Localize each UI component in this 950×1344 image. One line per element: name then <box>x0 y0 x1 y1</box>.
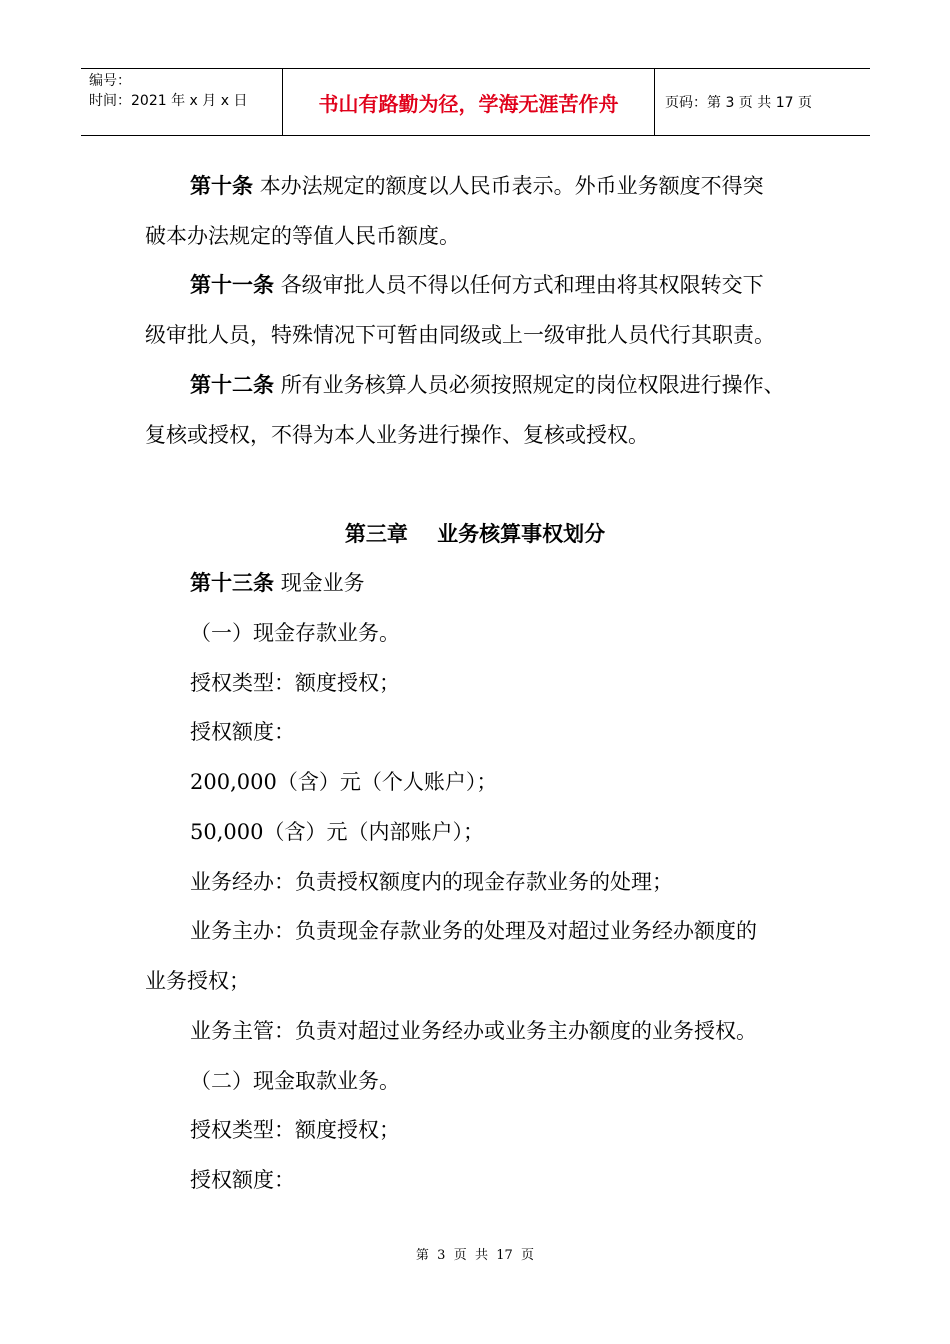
header-page-number: 页码：第 3 页 共 17 页 <box>665 95 812 111</box>
deposit-supervisor-duty-1: 业务主办：负责现金存款业务的处理及对超过业务经办额度的 <box>190 919 757 943</box>
document-date-label: 时间：2021 年 x 月 x 日 <box>89 93 248 109</box>
section-cash-deposit-heading: （一）现金存款业务。 <box>190 621 400 645</box>
article-11-line-1 <box>190 271 764 299</box>
article-11-line-2: 级审批人员，特殊情况下可暂由同级或上一级审批人员代行其职责。 <box>145 323 775 347</box>
deposit-authorization-type: 授权类型：额度授权； <box>190 671 400 695</box>
article-12-title: 第十二条 <box>190 372 274 397</box>
deposit-supervisor-duty-2: 业务授权； <box>145 969 250 993</box>
article-11-title: 第十一条 <box>190 272 274 297</box>
article-12-line-2: 复核或授权，不得为本人业务进行操作、复核或授权。 <box>145 423 649 447</box>
article-13-title: 第十三条 <box>190 570 274 595</box>
article-11-text-1: 各级审批人员不得以任何方式和理由将其权限转交下 <box>280 273 764 297</box>
article-10-line-2: 破本办法规定的等值人民币额度。 <box>145 224 460 248</box>
deposit-limit-internal: 50,000（含）元（内部账户）； <box>190 820 484 844</box>
article-13-subject: 现金业务 <box>280 571 365 595</box>
section-cash-withdrawal-heading: （二）现金取款业务。 <box>190 1069 400 1093</box>
deposit-limit-personal: 200,000（含）元（个人账户）； <box>190 770 498 794</box>
withdrawal-authorization-type: 授权类型：额度授权； <box>190 1118 400 1142</box>
article-10-title: 第十条 <box>190 173 253 198</box>
document-number-label: 编号： <box>89 73 131 89</box>
page-footer: 第 3 页 共 17 页 <box>415 1248 535 1263</box>
header-meta <box>81 69 282 135</box>
deposit-manager-duty: 业务主管：负责对超过业务经办或业务主办额度的业务授权。 <box>190 1019 757 1043</box>
chapter-heading: 第三章 业务核算事权划分 <box>344 521 606 546</box>
article-12-text-1: 所有业务核算人员必须按照规定的岗位权限进行操作、 <box>280 373 785 397</box>
deposit-clerk-duty: 业务经办：负责授权额度内的现金存款业务的处理； <box>190 870 673 894</box>
article-10-text-1: 本办法规定的额度以人民币表示。外币业务额度不得突 <box>259 174 764 198</box>
page-header <box>81 68 870 136</box>
deposit-authorization-amount: 授权额度： <box>190 720 295 744</box>
withdrawal-authorization-amount: 授权额度： <box>190 1168 295 1192</box>
article-13-line-1 <box>190 569 365 597</box>
header-motto: 书山有路勤为径，学海无涯苦作舟 <box>282 69 655 135</box>
article-12-line-1 <box>190 371 785 399</box>
article-10-line-1 <box>190 172 764 200</box>
